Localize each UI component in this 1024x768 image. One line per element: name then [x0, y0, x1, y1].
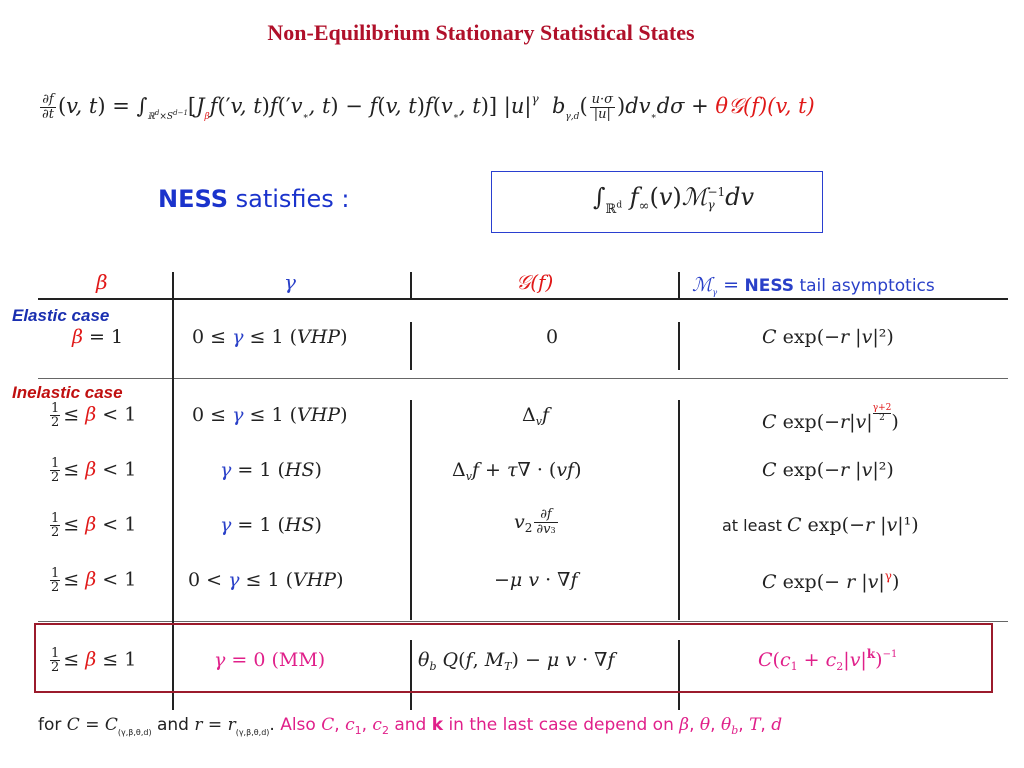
- row6-gamma: γ = 0 (MM): [214, 649, 326, 671]
- mm-rule: [38, 621, 1008, 622]
- row3-beta: $\frac{1}{2}$ ≤ β < 1: [51, 456, 137, 485]
- elastic-case-label: Elastic case: [12, 306, 110, 325]
- row4-tail: at least C exp(−r |v|¹): [722, 514, 919, 536]
- elastic-rule: [38, 378, 1008, 379]
- row1-tail: C exp(−r |v|²): [762, 326, 894, 348]
- row3-g: $\Delta_vf + \tau\nabla \cdot (vf)$: [452, 459, 582, 483]
- boltzmann-equation: $\frac{\partial f}{\partial t}$ (v, $t) = \int_{ℝ^d\times S^{d-1}}[J_\beta f('v$, $t)f('v_∗$, t) − f(v, $t)f(v_∗$, t)] $|u|^\gamma$ $b_{\gamma,d}$( $\frac{u\cdot\sigma}{|u|}$ )$dv_∗d\sigma$ + θ𝒢(f)(v, t): [42, 92, 815, 122]
- row5-beta: $\frac{1}{2}$ ≤ β < 1: [51, 566, 137, 595]
- row1-g: 0: [546, 326, 559, 348]
- row2-beta: $\frac{1}{2}$ ≤ β < 1: [51, 401, 137, 430]
- row2-g: $\Delta_vf$: [522, 404, 549, 428]
- page-title: Non-Equilibrium Stationary Statistical States: [267, 20, 695, 45]
- header-tail: ℳ$_\gamma$ = NESS tail asymptotics: [692, 274, 935, 297]
- row4-gamma: γ = 1 (HS): [220, 514, 322, 536]
- row6-g: $\theta_b$ Q(f, $M_T) - \mu$ v · ∇f: [418, 649, 615, 673]
- col-divider-2b: [410, 322, 412, 370]
- header-g: 𝒢(f): [516, 270, 554, 294]
- header-rule: [38, 298, 1008, 300]
- row2-gamma: 0 ≤ γ ≤ 1 (VHP): [192, 404, 348, 426]
- row3-gamma: γ = 1 (HS): [220, 459, 322, 481]
- header-beta: β: [96, 270, 108, 294]
- row6-beta: $\frac{1}{2}$ ≤ β ≤ 1: [51, 646, 137, 675]
- col-divider-2a: [410, 272, 412, 300]
- ness-satisfies-label: NESS satisfies :: [158, 185, 350, 213]
- row5-gamma: 0 < γ ≤ 1 (VHP): [188, 569, 344, 591]
- col-divider-3a: [678, 272, 680, 300]
- row3-tail: C exp(−r |v|²): [762, 459, 894, 481]
- inelastic-case-label: Inelastic case: [12, 383, 123, 402]
- row1-beta: β = 1: [72, 326, 124, 348]
- row4-g: $v_2$ $\frac{\partial f}{\partial v3}$: [514, 507, 556, 537]
- col-divider-3b: [678, 322, 680, 370]
- row1-gamma: 0 ≤ γ ≤ 1 (VHP): [192, 326, 348, 348]
- row2-tail: C exp(−r|v| $\frac{\gamma+2}{2}$ ): [762, 403, 899, 433]
- row4-beta: $\frac{1}{2}$ ≤ β < 1: [51, 511, 137, 540]
- row5-g: −μ v · ∇f: [494, 569, 578, 591]
- row6-tail: $C(c_1 + c_2|v|^k)^{-1}$: [758, 647, 898, 673]
- footer-note: for $C = C_{(\gamma,\beta,\theta,d)}$ and $r = r_{(\gamma,\beta,\theta,d)}$. Also C, $c_1$, $c_2$ and k in the last case depend on β, θ, $\theta_b$, T, d: [38, 715, 783, 737]
- row5-tail: C exp(− r $|v|^\gamma$): [762, 569, 900, 593]
- col-divider-2c: [410, 400, 412, 620]
- header-gamma: γ: [284, 270, 296, 294]
- col-divider-3c: [678, 400, 680, 620]
- ness-integral: $\int_{ℝ^d}$ $f_\infty(v)ℳ$ −1 γ dv: [593, 183, 755, 217]
